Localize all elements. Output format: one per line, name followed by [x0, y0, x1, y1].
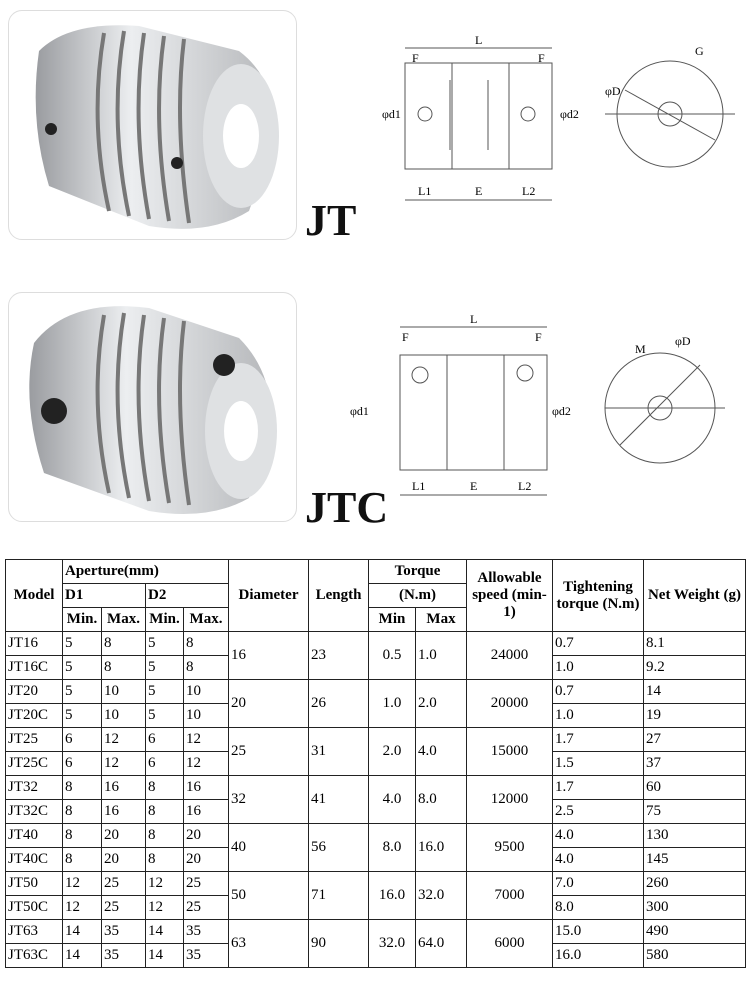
dim-d1: φd1 [350, 404, 369, 418]
dim-E: E [470, 479, 478, 493]
d2-min-cell: 6 [146, 752, 184, 776]
speed-cell: 15000 [467, 728, 553, 776]
d1-min-cell: 12 [63, 896, 102, 920]
diameter-cell: 40 [229, 824, 309, 872]
tightening-cell: 15.0 [553, 920, 644, 944]
weight-cell: 8.1 [644, 632, 746, 656]
dim-F-right: F [535, 330, 542, 344]
length-cell: 41 [309, 776, 369, 824]
header-model: Model [6, 560, 63, 632]
model-cell: JT63C [6, 944, 63, 968]
d1-max-cell: 20 [102, 848, 146, 872]
d1-min-cell: 8 [63, 800, 102, 824]
dim-D: φD [605, 84, 621, 98]
torque-min-cell: 4.0 [369, 776, 416, 824]
model-cell: JT50 [6, 872, 63, 896]
torque-min-cell: 32.0 [369, 920, 416, 968]
d1-max-cell: 8 [102, 656, 146, 680]
table-row [6, 728, 746, 752]
speed-cell: 20000 [467, 680, 553, 728]
header-torque-unit: (N.m) [369, 584, 467, 608]
d1-max-cell: 16 [102, 776, 146, 800]
jtc-model-label: JTC [305, 483, 389, 532]
header-d2-min: Min. [146, 608, 184, 632]
model-cell: JT32 [6, 776, 63, 800]
diameter-cell: 63 [229, 920, 309, 968]
header-torque-min: Min [369, 608, 416, 632]
torque-max-cell: 4.0 [416, 728, 467, 776]
d2-min-cell: 14 [146, 920, 184, 944]
d2-min-cell: 8 [146, 800, 184, 824]
model-cell: JT16C [6, 656, 63, 680]
header-torque: Torque [369, 560, 467, 584]
speed-cell: 6000 [467, 920, 553, 968]
d1-min-cell: 5 [63, 704, 102, 728]
model-cell: JT16 [6, 632, 63, 656]
jt-coupling-image [9, 11, 296, 239]
torque-max-cell: 16.0 [416, 824, 467, 872]
weight-cell: 130 [644, 824, 746, 848]
d1-min-cell: 8 [63, 776, 102, 800]
d1-min-cell: 14 [63, 920, 102, 944]
d1-max-cell: 35 [102, 944, 146, 968]
torque-min-cell: 2.0 [369, 728, 416, 776]
header-diameter: Diameter [229, 560, 309, 632]
dim-d2: φd2 [552, 404, 571, 418]
jtc-product-photo [8, 292, 297, 522]
weight-cell: 260 [644, 872, 746, 896]
weight-cell: 300 [644, 896, 746, 920]
d1-max-cell: 8 [102, 632, 146, 656]
d1-max-cell: 25 [102, 872, 146, 896]
d2-max-cell: 16 [184, 800, 229, 824]
tightening-cell: 0.7 [553, 680, 644, 704]
d2-max-cell: 25 [184, 896, 229, 920]
model-cell: JT63 [6, 920, 63, 944]
torque-max-cell: 8.0 [416, 776, 467, 824]
model-cell: JT32C [6, 800, 63, 824]
model-cell: JT25 [6, 728, 63, 752]
weight-cell: 490 [644, 920, 746, 944]
torque-min-cell: 1.0 [369, 680, 416, 728]
tightening-cell: 1.0 [553, 704, 644, 728]
length-cell: 31 [309, 728, 369, 776]
diameter-cell: 16 [229, 632, 309, 680]
torque-max-cell: 64.0 [416, 920, 467, 968]
d2-min-cell: 8 [146, 776, 184, 800]
dim-d2: φd2 [560, 107, 579, 121]
header-length: Length [309, 560, 369, 632]
dim-d1: φd1 [382, 107, 401, 121]
diameter-cell: 25 [229, 728, 309, 776]
d2-max-cell: 35 [184, 944, 229, 968]
tightening-cell: 8.0 [553, 896, 644, 920]
speed-cell: 7000 [467, 872, 553, 920]
weight-cell: 19 [644, 704, 746, 728]
table-row [6, 632, 746, 656]
torque-max-cell: 2.0 [416, 680, 467, 728]
d1-max-cell: 35 [102, 920, 146, 944]
speed-cell: 9500 [467, 824, 553, 872]
model-cell: JT40C [6, 848, 63, 872]
header-tightening: Tightening torque (N.m) [553, 560, 644, 632]
tightening-cell: 2.5 [553, 800, 644, 824]
d1-min-cell: 14 [63, 944, 102, 968]
diameter-cell: 20 [229, 680, 309, 728]
d1-min-cell: 5 [63, 656, 102, 680]
table-row [6, 776, 746, 800]
speed-cell: 24000 [467, 632, 553, 680]
d1-max-cell: 10 [102, 680, 146, 704]
header-d1: D1 [63, 584, 146, 608]
d2-max-cell: 10 [184, 704, 229, 728]
length-cell: 71 [309, 872, 369, 920]
d2-min-cell: 14 [146, 944, 184, 968]
table-row [6, 824, 746, 848]
torque-min-cell: 16.0 [369, 872, 416, 920]
d2-min-cell: 6 [146, 728, 184, 752]
jt-technical-drawing [360, 30, 750, 230]
tightening-cell: 1.7 [553, 776, 644, 800]
d2-max-cell: 25 [184, 872, 229, 896]
d2-min-cell: 12 [146, 896, 184, 920]
d1-min-cell: 8 [63, 848, 102, 872]
jt-model-label: JT [305, 196, 357, 245]
d1-min-cell: 12 [63, 872, 102, 896]
weight-cell: 60 [644, 776, 746, 800]
d1-max-cell: 10 [102, 704, 146, 728]
d1-min-cell: 5 [63, 632, 102, 656]
d2-max-cell: 20 [184, 848, 229, 872]
weight-cell: 145 [644, 848, 746, 872]
model-cell: JT50C [6, 896, 63, 920]
d1-max-cell: 20 [102, 824, 146, 848]
d2-max-cell: 12 [184, 752, 229, 776]
torque-min-cell: 0.5 [369, 632, 416, 680]
d2-min-cell: 5 [146, 632, 184, 656]
weight-cell: 37 [644, 752, 746, 776]
d2-min-cell: 5 [146, 656, 184, 680]
torque-max-cell: 1.0 [416, 632, 467, 680]
d2-max-cell: 20 [184, 824, 229, 848]
header-aperture: Aperture(mm) [63, 560, 229, 584]
model-cell: JT40 [6, 824, 63, 848]
d2-min-cell: 5 [146, 680, 184, 704]
tightening-cell: 1.5 [553, 752, 644, 776]
d2-min-cell: 12 [146, 872, 184, 896]
diameter-cell: 50 [229, 872, 309, 920]
weight-cell: 27 [644, 728, 746, 752]
torque-max-cell: 32.0 [416, 872, 467, 920]
weight-cell: 580 [644, 944, 746, 968]
header-d1-max: Max. [102, 608, 146, 632]
dim-F-left: F [412, 51, 419, 65]
weight-cell: 9.2 [644, 656, 746, 680]
dim-F-left: F [402, 330, 409, 344]
jtc-technical-drawing [340, 305, 750, 505]
length-cell: 26 [309, 680, 369, 728]
dim-L: L [470, 312, 478, 326]
d2-max-cell: 8 [184, 632, 229, 656]
header-weight: Net Weight (g) [644, 560, 746, 632]
header-torque-max: Max [416, 608, 467, 632]
dim-M: M [635, 342, 646, 356]
dim-L2: L2 [518, 479, 532, 493]
tightening-cell: 4.0 [553, 848, 644, 872]
length-cell: 23 [309, 632, 369, 680]
spec-table [5, 559, 746, 968]
tightening-cell: 4.0 [553, 824, 644, 848]
tightening-cell: 7.0 [553, 872, 644, 896]
tightening-cell: 1.0 [553, 656, 644, 680]
dim-L1: L1 [412, 479, 426, 493]
d1-max-cell: 16 [102, 800, 146, 824]
model-cell: JT20 [6, 680, 63, 704]
d1-max-cell: 12 [102, 728, 146, 752]
jt-product-photo [8, 10, 297, 240]
dim-L1: L1 [418, 184, 432, 198]
dim-F-right: F [538, 51, 545, 65]
jtc-coupling-image [9, 293, 296, 521]
d1-max-cell: 25 [102, 896, 146, 920]
dim-L2: L2 [522, 184, 536, 198]
speed-cell: 12000 [467, 776, 553, 824]
dim-D: φD [675, 334, 691, 348]
header-d2: D2 [146, 584, 229, 608]
d2-max-cell: 16 [184, 776, 229, 800]
d1-max-cell: 12 [102, 752, 146, 776]
tightening-cell: 0.7 [553, 632, 644, 656]
table-row [6, 872, 746, 896]
weight-cell: 14 [644, 680, 746, 704]
torque-min-cell: 8.0 [369, 824, 416, 872]
header-d2-max: Max. [184, 608, 229, 632]
header-d1-min: Min. [63, 608, 102, 632]
d2-max-cell: 10 [184, 680, 229, 704]
d2-min-cell: 5 [146, 704, 184, 728]
tightening-cell: 1.7 [553, 728, 644, 752]
table-row [6, 920, 746, 944]
length-cell: 56 [309, 824, 369, 872]
d2-max-cell: 8 [184, 656, 229, 680]
tightening-cell: 16.0 [553, 944, 644, 968]
d2-max-cell: 12 [184, 728, 229, 752]
d1-min-cell: 8 [63, 824, 102, 848]
model-cell: JT25C [6, 752, 63, 776]
dim-G: G [695, 44, 704, 58]
dim-E: E [475, 184, 483, 198]
d2-max-cell: 35 [184, 920, 229, 944]
d2-min-cell: 8 [146, 848, 184, 872]
d1-min-cell: 5 [63, 680, 102, 704]
weight-cell: 75 [644, 800, 746, 824]
d1-min-cell: 6 [63, 728, 102, 752]
model-cell: JT20C [6, 704, 63, 728]
length-cell: 90 [309, 920, 369, 968]
header-speed: Allowable speed (min-1) [467, 560, 553, 632]
table-row [6, 680, 746, 704]
dim-L: L [475, 33, 483, 47]
d1-min-cell: 6 [63, 752, 102, 776]
diameter-cell: 32 [229, 776, 309, 824]
d2-min-cell: 8 [146, 824, 184, 848]
